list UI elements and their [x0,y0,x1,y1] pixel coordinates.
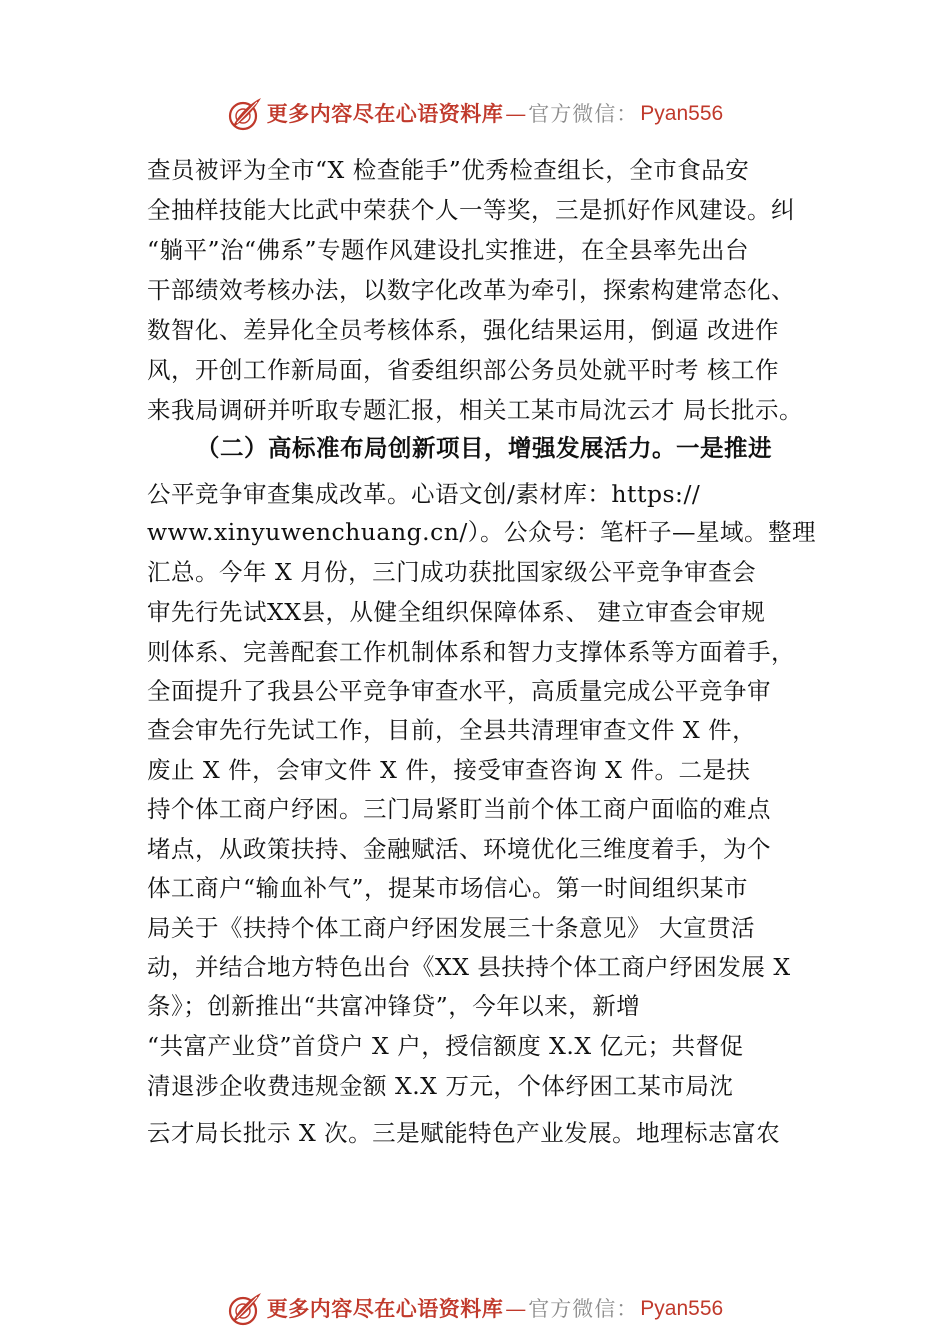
feather-pen-logo-icon [227,96,263,132]
body-line: 条》；创新推出“共富冲锋贷”，今年以来，新增 [147,992,641,1020]
section-heading: （二）高标准布局创新项目，增强发展活力。一是推进 [196,434,772,462]
feather-pen-logo-icon [227,1291,263,1327]
body-line: “共富产业贷”首贷户 X 户，授信额度 X.X 亿元；共督促 [147,1032,744,1060]
body-line: 动，并结合地方特色出台《XX 县扶持个体工商户纾困发展 X [147,953,791,981]
body-line: 风，开创工作新局面，省委组织部公务员处就平时考 核工作 [147,356,779,384]
body-line: 局关于《扶持个体工商户纾困发展三十条意见》 大宣贯活 [147,914,755,942]
body-line: 干部绩效考核办法，以数字化改革为牵引，探索构建常态化、 [147,276,795,304]
body-line: 持个体工商户纾困。三门局紧盯当前个体工商户面临的难点 [147,795,771,823]
body-line: “躺平”治“佛系”专题作风建设扎实推进，在全县率先出台 [147,236,750,264]
banner-dash: — [505,1297,527,1321]
body-line: 审先行先试XX县，从健全组织保障体系、 建立审查会审规 [147,598,766,626]
body-line: 清退涉企收费违规金额 X.X 万元，个体纾困工某市局沈 [147,1072,734,1100]
body-line: 来我局调研并听取专题汇报，相关工某市局沈云才 局长批示。 [147,396,803,424]
body-line: 体工商户“输血补气”，提某市场信心。第一时间组织某市 [147,874,749,902]
body-line: 查会审先行先试工作，目前，全县共清理审查文件 X 件， [147,716,757,744]
banner-wechat-id: Pyan556 [640,1297,724,1320]
banner-dash: — [505,102,527,126]
banner-wechat-id: Pyan556 [640,102,724,125]
body-line: www.xinyuwenchuang.cn/）。公众号：笔杆子—星域。整理 [147,518,817,546]
banner-wechat-label: 官方微信： [528,1297,639,1321]
body-line: 则体系、完善配套工作机制体系和智力支撑体系等方面着手， [147,638,795,666]
banner-wechat-label: 官方微信： [528,102,639,126]
body-line: 公平竞争审查集成改革。心语文创/素材库：https:// [147,480,701,508]
body-line: 云才局长批示 X 次。三是赋能特色产业发展。地理标志富农 [147,1119,781,1147]
body-line: 汇总。今年 X 月份，三门成功获批国家级公平竞争审查会 [147,558,757,586]
body-line: 查员被评为全市“X 检查能手”优秀检查组长，全市食品安 [147,156,750,184]
footer-watermark-banner [0,1289,950,1329]
banner-library-text: 更多内容尽在心语资料库 [266,1296,504,1321]
body-line: 全面提升了我县公平竞争审查水平，高质量完成公平竞争审 [147,677,771,705]
header-watermark-banner [0,94,950,134]
body-line: 全抽样技能大比武中荣获个人一等奖，三是抓好作风建设。纠 [147,196,795,224]
body-line: 堵点，从政策扶持、金融赋活、环境优化三维度着手，为个 [147,835,771,863]
body-line: 数智化、差异化全员考核体系，强化结果运用，倒逼 改进作 [147,316,779,344]
banner-library-text: 更多内容尽在心语资料库 [266,101,504,126]
body-line: 废止 X 件，会审文件 X 件，接受审查咨询 X 件。二是扶 [147,756,751,784]
